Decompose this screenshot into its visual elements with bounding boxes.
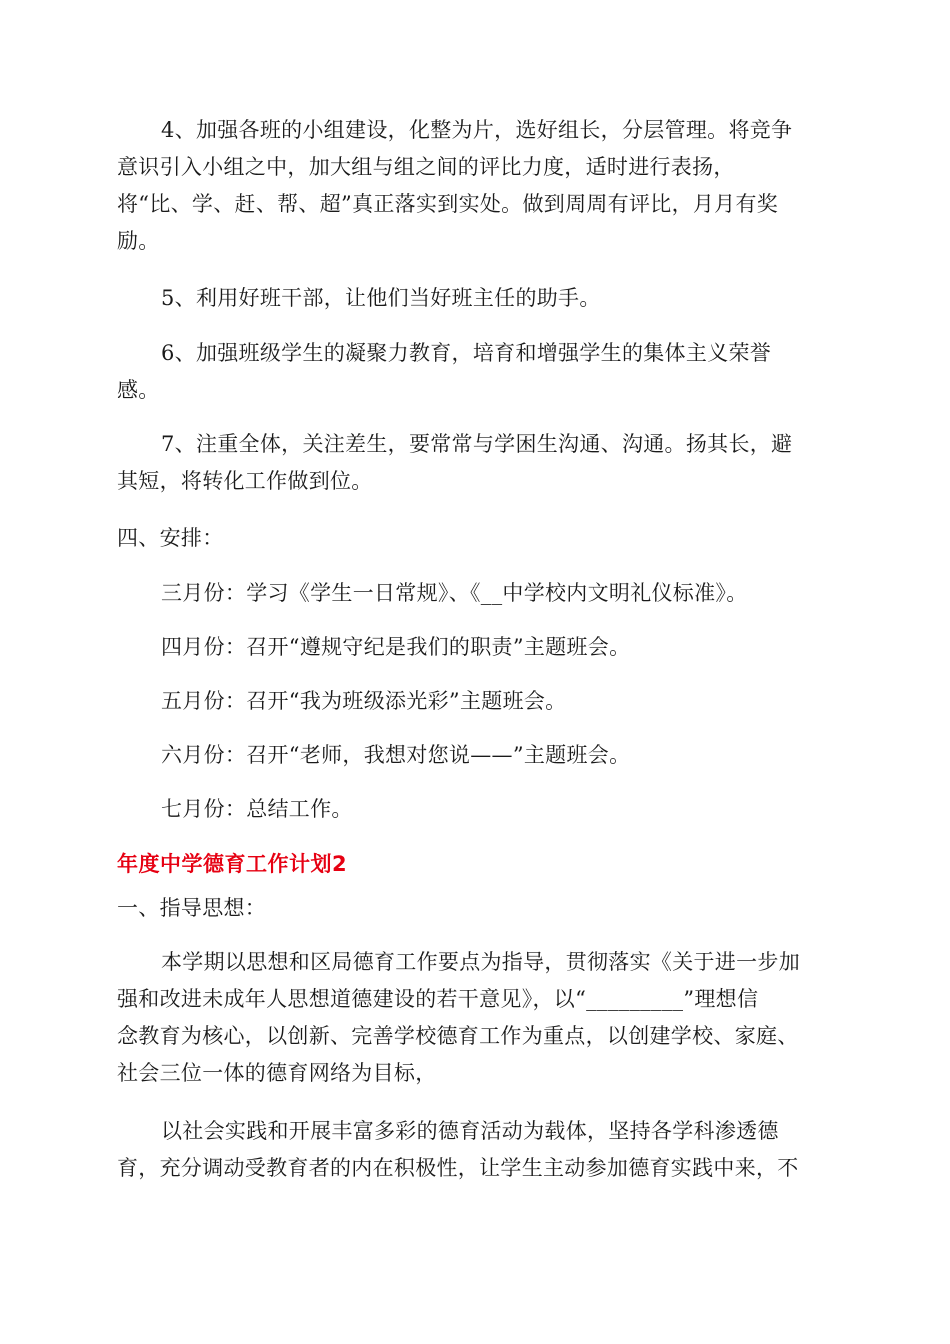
- text-line: 意识引入小组之中，加大组与组之间的评比力度，适时进行表扬，: [117, 155, 735, 179]
- paragraph-social-practice: [117, 1113, 833, 1187]
- text-line: 7、注重全体，关注差生，要常常与学困生沟通、沟通。扬其长，避: [161, 432, 793, 456]
- text-line: 励。: [117, 229, 160, 253]
- schedule-item: [117, 575, 833, 612]
- text-line: 强和改进未成年人思想道德建设的若干意见》，以“_________”理想信: [117, 987, 759, 1011]
- text-line: 4、加强各班的小组建设，化整为片，选好组长，分层管理。将竞争: [161, 118, 793, 142]
- text-line: 将“比、学、赶、帮、超”真正落实到实处。做到周周有评比，月月有奖: [117, 192, 779, 216]
- section-four-heading: [117, 520, 833, 557]
- schedule-text: 三月份：学习《学生一日常规》、《__中学校内文明礼仪标准》。: [161, 581, 748, 605]
- text-line: 6、加强班级学生的凝聚力教育，培育和增强学生的集体主义荣誉: [161, 341, 772, 365]
- schedule-text: 四月份：召开“遵规守纪是我们的职责”主题班会。: [161, 635, 631, 659]
- section-one-heading: [117, 890, 833, 927]
- schedule-text: 六月份：召开“老师，我想对您说——”主题班会。: [161, 743, 631, 767]
- schedule-item: [117, 791, 833, 828]
- plan2-title: 年度中学德育工作计划2: [117, 852, 348, 876]
- text-line: 其短，将转化工作做到位。: [117, 469, 373, 493]
- paragraph-item-7: [117, 426, 833, 500]
- paragraph-guiding-ideology: [117, 944, 833, 1092]
- schedule-text: 五月份：召开“我为班级添光彩”主题班会。: [161, 689, 567, 713]
- paragraph-item-6: [117, 335, 833, 409]
- section-heading-text: 一、指导思想：: [117, 896, 267, 920]
- schedule-text: 七月份：总结工作。: [161, 797, 353, 821]
- schedule-item: [117, 683, 833, 720]
- text-line: 5、利用好班干部，让他们当好班主任的助手。: [161, 286, 601, 310]
- section-heading-text: 四、安排：: [117, 526, 224, 550]
- paragraph-item-4: [117, 112, 833, 260]
- text-line: 念教育为核心，以创新、完善学校德育工作为重点，以创建学校、家庭、: [117, 1024, 799, 1048]
- text-line: 社会三位一体的德育网络为目标，: [117, 1061, 437, 1085]
- text-line: 育，充分调动受教育者的内在积极性，让学生主动参加德育实践中来，不: [117, 1156, 799, 1180]
- paragraph-item-5: [117, 280, 833, 317]
- schedule-item: [117, 737, 833, 774]
- schedule-item: [117, 629, 833, 666]
- text-line: 本学期以思想和区局德育工作要点为指导，贯彻落实《关于进一步加: [161, 950, 800, 974]
- text-line: 以社会实践和开展丰富多彩的德育活动为载体，坚持各学科渗透德: [161, 1119, 779, 1143]
- text-line: 感。: [117, 378, 160, 402]
